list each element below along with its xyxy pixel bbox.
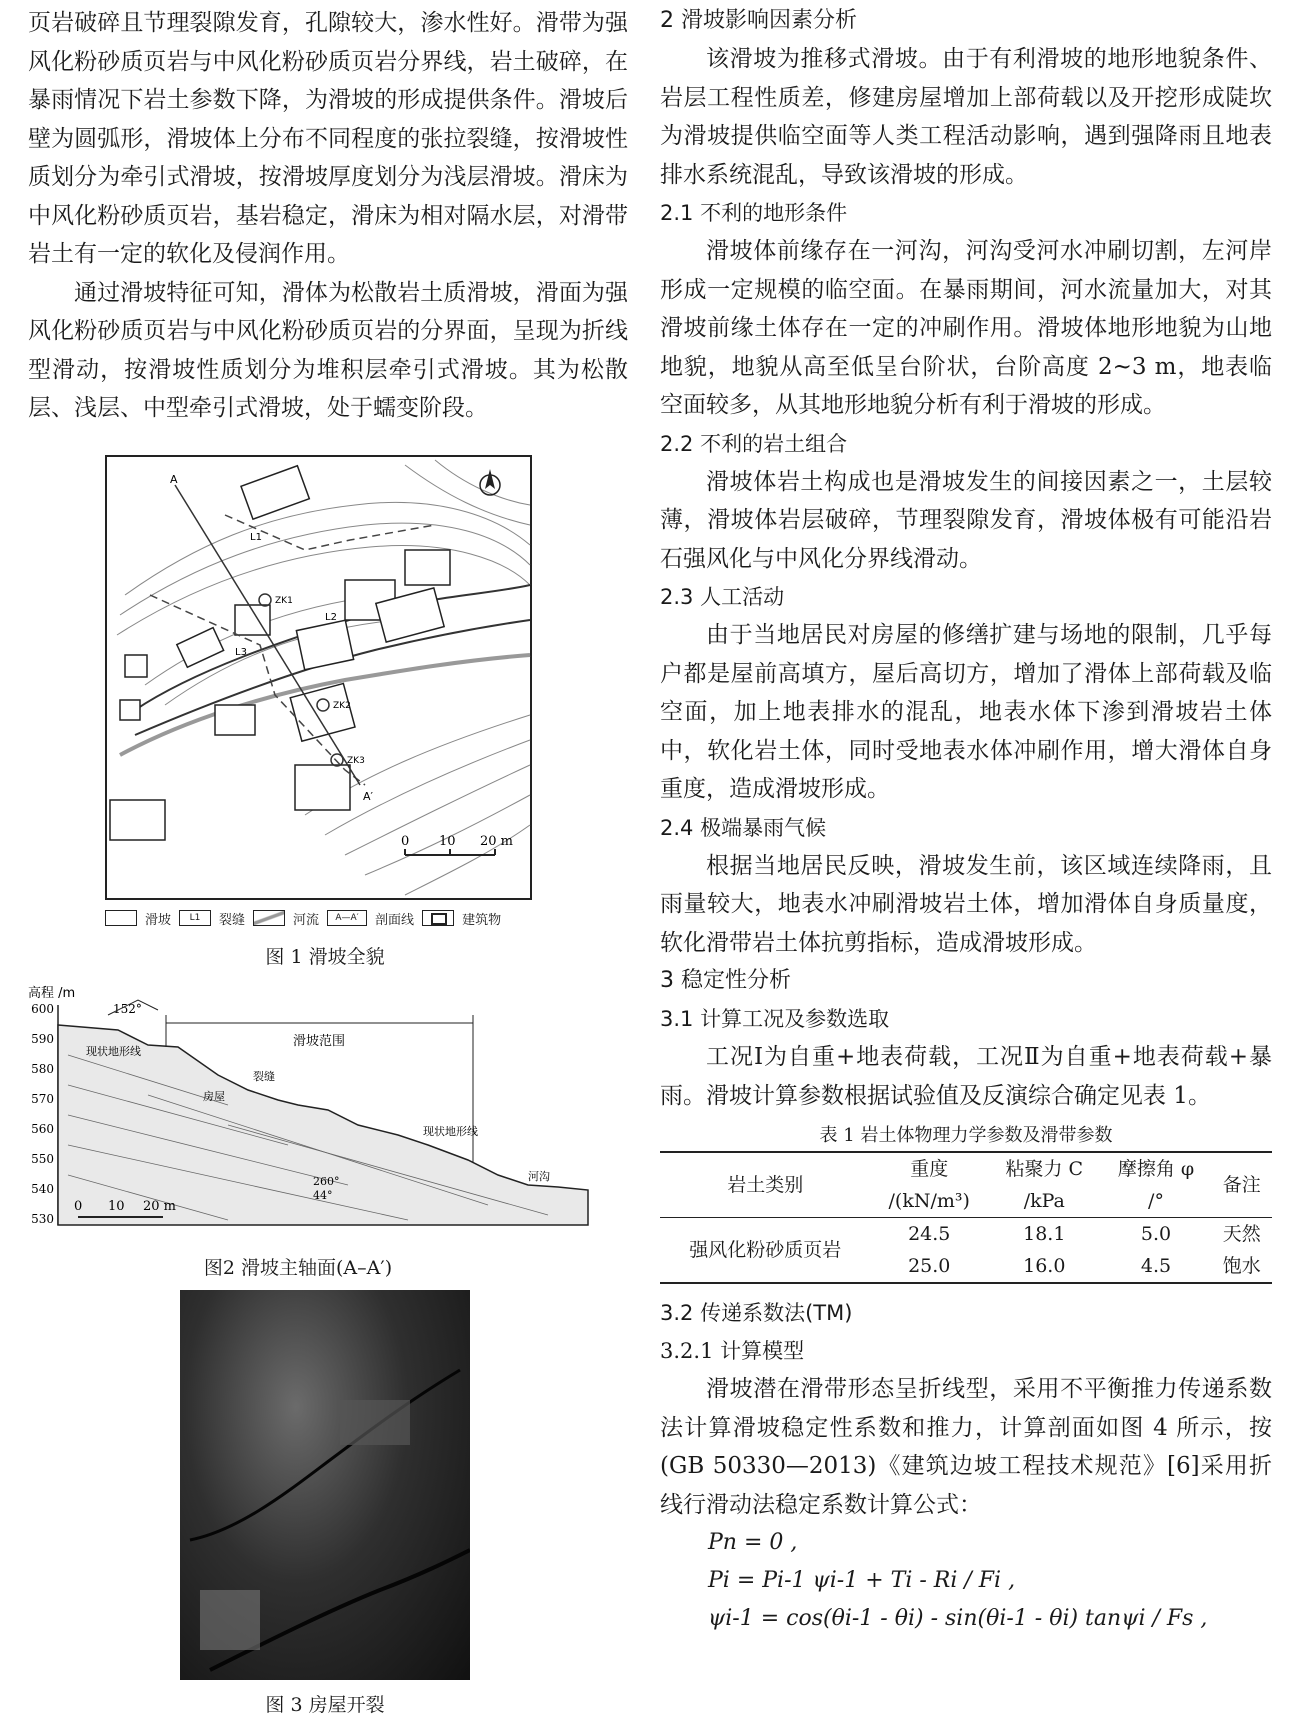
- angle-top-label: 152°: [113, 1002, 142, 1016]
- legend-building: 建筑物: [462, 912, 502, 928]
- crack-label-l2: L2: [325, 612, 337, 623]
- section-3-1-heading: 3.1 计算工况及参数选取: [660, 1007, 890, 1031]
- section-2-paragraph: 该滑坡为推移式滑坡。由于有利滑坡的地形地貌条件、岩层工程性质差，修建房屋增加上部荷载以及开挖形成陡坎为滑坡提供临空面等人类工程活动影响，遇到强降雨且地表排水系统混乱，导致该滑坡的形成。: [660, 46, 1272, 188]
- y-tick-600: 600: [31, 1002, 54, 1016]
- table-row: [660, 1218, 1272, 1251]
- borehole-label-2: ZK2: [333, 701, 351, 711]
- equation-1: Pn = 0 ,: [708, 1530, 798, 1555]
- cell-r2-weight: 25.0: [908, 1255, 951, 1277]
- crack-icon: L1: [179, 910, 211, 926]
- section-2-heading: 2 滑坡影响因素分析: [660, 8, 857, 33]
- crack-label-l3: L3: [235, 647, 247, 658]
- section-3-2-1-paragraph: 滑坡潜在滑带形态呈折线型，采用不平衡推力传递系数法计算滑坡稳定性系数和推力，计算剖面如图 4 所示，按(GB 50330—2013)《建筑边坡工程技术规范》[6]采用折线行滑动法稳定系数计算公式：: [660, 1376, 1272, 1518]
- header-cohesion: 粘聚力 C: [1005, 1158, 1084, 1180]
- header-rock-type: 岩土类别: [660, 1152, 870, 1218]
- legend-crack: 裂缝: [219, 912, 246, 928]
- section-line-icon: A—A′: [327, 910, 367, 926]
- landslide-map-svg: [105, 455, 545, 900]
- range-label: 滑坡范围: [293, 1034, 346, 1049]
- y-tick-550: 550: [31, 1152, 54, 1166]
- section-2-1-heading: 2.1 不利的地形条件: [660, 201, 848, 225]
- equation-3: ψi-1 = cos(θi-1 - θi) - sin(θi-1 - θi) tanψi / Fs ,: [708, 1606, 1208, 1631]
- scale-tick-0: 0: [401, 834, 410, 849]
- legend-section-line: 剖面线: [375, 912, 415, 928]
- photo-crack-svg: [180, 1290, 470, 1680]
- y-tick-590: 590: [31, 1032, 54, 1046]
- paragraph-landslide-features: 通过滑坡特征可知，滑体为松散岩土质滑坡，滑面为强风化粉砂质页岩与中风化粉砂质页岩的分界面，呈现为折线型滑动，按滑坡性质划分为堆积层牵引式滑坡。其为松散层、浅层、中型牵引式滑坡，处于蠕变阶段。: [28, 279, 628, 421]
- cs-scale-20: 20 m: [143, 1199, 177, 1214]
- river-label: 河沟: [528, 1170, 550, 1183]
- y-tick-530: 530: [31, 1212, 54, 1226]
- legend-river: 河流: [293, 912, 320, 928]
- river-icon: [253, 910, 285, 926]
- section-2-2-heading: 2.2 不利的岩土组合: [660, 431, 848, 456]
- table-header-row: [660, 1152, 1272, 1185]
- figure-2-caption: 图2 滑坡主轴面(A–A′): [203, 1257, 393, 1279]
- section-2-4-heading: 2.4 极端暴雨气候: [660, 815, 827, 840]
- paragraph-landslide-description: 页岩破碎且节理裂隙发育，孔隙较大，渗水性好。滑带为强风化粉砂质页岩与中风化粉砂质页岩分界线，岩土破碎，在暴雨情况下岩土参数下降，为滑坡的形成提供条件。滑坡后壁为圆弧形，滑坡体上分布不同程度的张拉裂缝，按滑坡性质划分为牵引式滑坡，按滑坡厚度划分为浅层滑坡。滑床为中风化粉砂质页岩，基岩稳定，滑床为相对隔水层，对滑带岩土有一定的软化及侵润作用。: [28, 10, 628, 267]
- cross-section-svg: [28, 985, 628, 1250]
- right-column: [660, 2, 1272, 1638]
- house-label: 房屋: [203, 1090, 225, 1103]
- cell-r1-remark: 天然: [1222, 1223, 1261, 1245]
- section-2-4-paragraph: 根据当地居民反映，滑坡发生前，该区域连续降雨，且雨量较大，地表水冲刷滑坡岩土体，增加滑体自身质量度，软化滑带岩土体抗剪指标，造成滑坡形成。: [660, 852, 1272, 956]
- figure-3-house-crack-photo: [180, 1290, 470, 1680]
- section-3-2-1-heading: 3.2.1 计算模型: [660, 1339, 805, 1363]
- equation-2: Pi = Pi-1 ψi-1 + Ti - Ri / Fi ,: [708, 1568, 1016, 1593]
- figure-1-caption: 图 1 滑坡全貌: [265, 946, 385, 968]
- y-tick-560: 560: [31, 1122, 54, 1136]
- section-2-2-paragraph: 滑坡体岩土构成也是滑坡发生的间接因素之一，土层较薄，滑坡体岩层破碎，节理裂隙发育，滑坡体极有可能沿岩石强风化与中风化分界线滑动。: [660, 468, 1272, 572]
- crack-label-l1: L1: [250, 532, 262, 543]
- figure-1-legend: [105, 906, 545, 930]
- section-label-a: A: [170, 473, 178, 486]
- section-3-1-paragraph: 工况Ⅰ为自重+地表荷载，工况Ⅱ为自重+地表荷载+暴雨。滑坡计算参数根据试验值及反演综合确定见表 1。: [660, 1044, 1272, 1109]
- cs-scale-0: 0: [74, 1199, 83, 1214]
- section-2-3-heading: 2.3 人工活动: [660, 585, 785, 609]
- section-2-1-paragraph: 滑坡体前缘存在一河沟，河沟受河水冲刷切割，左河岸形成一定规模的临空面。在暴雨期间，河水流量加大，对其滑坡前缘土体存在一定的冲刷作用。滑坡体地形地貌为山地地貌，地貌从高至低呈台阶状，台阶高度 2~3 m，地表临空面较多，从其地形地貌分析有利于滑坡的形成。: [660, 238, 1272, 418]
- cell-r1-cohesion: 18.1: [1023, 1223, 1066, 1245]
- figure-1-landslide-map: [105, 455, 545, 900]
- cs-scale-10: 10: [108, 1199, 125, 1214]
- header-unit-weight: 重度: [910, 1158, 949, 1180]
- landslide-icon: [105, 910, 137, 926]
- section-label-a-prime: A′: [363, 790, 374, 803]
- scale-tick-10: 10: [439, 834, 456, 849]
- table-1-title: 表 1 岩土体物理力学参数及滑带参数: [819, 1125, 1113, 1146]
- figure-2-cross-section: [28, 985, 628, 1250]
- cell-r1-friction: 5.0: [1140, 1223, 1172, 1245]
- header-friction-angle: 摩擦角 φ: [1117, 1158, 1195, 1180]
- angle-bottom-1: 260°: [313, 1175, 340, 1188]
- legend-landslide: 滑坡: [145, 912, 172, 928]
- row-label-rock: 强风化粉砂质页岩: [689, 1239, 842, 1261]
- angle-bottom-2: 44°: [313, 1189, 333, 1202]
- section-3-heading: 3 稳定性分析: [660, 968, 791, 993]
- unit-unit-weight: /(kN/m³): [870, 1185, 988, 1218]
- left-column: [28, 0, 628, 428]
- borehole-label-3: ZK3: [347, 756, 365, 766]
- cell-r1-weight: 24.5: [908, 1223, 951, 1245]
- cell-r2-remark: 饱水: [1222, 1255, 1261, 1277]
- table-1: [660, 1151, 1272, 1284]
- section-2-3-paragraph: 由于当地居民对房屋的修缮扩建与场地的限制，几乎每户都是屋前高填方，屋后高切方，增加了滑体上部荷载及临空面，加上地表排水的混乱，地表水体下渗到滑坡岩土体中，软化岩土体，同时受地表水体冲刷作用，增大滑体自身重度，造成滑坡形成。: [660, 622, 1272, 802]
- y-tick-580: 580: [31, 1062, 54, 1076]
- cell-r2-cohesion: 16.0: [1023, 1255, 1066, 1277]
- cell-r2-friction: 4.5: [1140, 1255, 1172, 1277]
- y-tick-540: 540: [31, 1182, 54, 1196]
- borehole-label-1: ZK1: [275, 596, 293, 606]
- y-axis-label: 高程 /m: [28, 986, 76, 1001]
- y-tick-570: 570: [31, 1092, 54, 1106]
- building-icon: [422, 910, 454, 926]
- figure-3-caption: 图 3 房屋开裂: [265, 1694, 385, 1716]
- terrain-label-1: 现状地形线: [86, 1045, 141, 1058]
- terrain-label-2: 现状地形线: [423, 1125, 478, 1138]
- crack-label: 裂缝: [253, 1070, 275, 1083]
- section-3-2-heading: 3.2 传递系数法(TM): [660, 1301, 853, 1325]
- unit-friction-angle: /°: [1101, 1185, 1212, 1218]
- unit-cohesion: /kPa: [988, 1185, 1101, 1218]
- scale-tick-20: 20 m: [480, 834, 514, 849]
- header-remark: 备注: [1211, 1152, 1272, 1218]
